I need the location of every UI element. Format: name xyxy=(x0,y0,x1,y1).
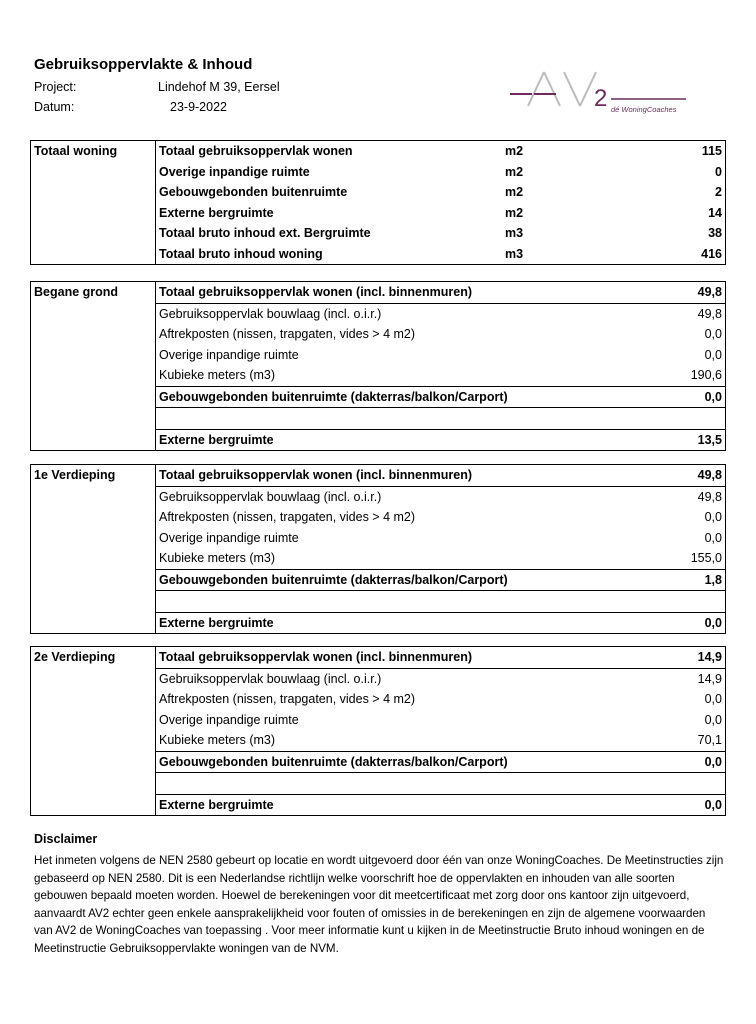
row-name: Totaal bruto inhoud woning xyxy=(156,244,503,265)
sub-row-name: Gebruiksoppervlak bouwlaag (incl. o.i.r.) xyxy=(159,306,382,321)
empty-row xyxy=(156,773,620,795)
sub-row-name: Overige inpandige ruimte xyxy=(159,530,299,545)
sub-row-name: Overige inpandige ruimte xyxy=(159,347,299,362)
project-label: Project: xyxy=(34,80,77,94)
sub-row-name: Overige inpandige ruimte xyxy=(159,712,299,727)
totaal-woning-table xyxy=(30,140,726,265)
main-row-name: Totaal gebruiksoppervlak wonen (incl. binnenmuren) xyxy=(156,465,620,487)
sub-row-value: 0,0 xyxy=(619,507,726,528)
row-unit: m2 xyxy=(505,185,524,199)
sub-row-value: 49,8 xyxy=(619,486,726,507)
row-name: Totaal gebruiksoppervlak wonen xyxy=(156,141,503,162)
date-value: 23-9-2022 xyxy=(170,100,227,114)
eerste-verdieping-table xyxy=(30,464,726,634)
sub-row-value: 0,0 xyxy=(619,345,726,366)
sub-row-name: Aftrekposten (nissen, trapgaten, vides > 4 m2) xyxy=(159,327,416,341)
storage-row-value: 13,5 xyxy=(619,429,726,451)
sub-row-name: Gebruiksoppervlak bouwlaag (incl. o.i.r.) xyxy=(159,671,382,686)
outdoor-row-value: 0,0 xyxy=(619,386,726,408)
sub-row-name: Kubieke meters (m3) xyxy=(156,548,620,569)
sub-row-value: 0,0 xyxy=(619,528,726,549)
sub-row-name: Aftrekposten (nissen, trapgaten, vides > 4 m2) xyxy=(159,692,416,706)
project-value: Lindehof M 39, Eersel xyxy=(158,80,280,94)
outdoor-row-value: 1,8 xyxy=(619,569,726,591)
av2-logo xyxy=(508,66,688,118)
storage-row-value: 0,0 xyxy=(619,612,726,634)
row-value: 115 xyxy=(588,141,726,162)
sub-row-name: Gebruiksoppervlak bouwlaag (incl. o.i.r.) xyxy=(159,489,382,504)
empty-row xyxy=(156,591,620,613)
row-unit: m2 xyxy=(505,205,524,220)
sub-row-value: 0,0 xyxy=(619,689,726,710)
storage-row-name: Externe bergruimte xyxy=(156,429,620,451)
row-value: 416 xyxy=(588,244,726,265)
sub-row-name: Kubieke meters (m3) xyxy=(156,365,620,386)
outdoor-row-value: 0,0 xyxy=(619,751,726,773)
row-unit: m2 xyxy=(502,141,588,162)
sub-row-name: Aftrekposten (nissen, trapgaten, vides > 4 m2) xyxy=(159,510,416,524)
row-name: Totaal bruto inhoud ext. Bergruimte xyxy=(159,226,371,240)
empty-cell xyxy=(619,591,726,613)
tweede-verdieping-table xyxy=(30,646,726,816)
sub-row-value: 70,1 xyxy=(619,730,726,751)
row-value: 0 xyxy=(588,162,726,183)
row-unit: m3 xyxy=(502,244,588,265)
logo-number: 2 xyxy=(594,85,608,112)
section-label: Begane grond xyxy=(31,282,156,451)
outdoor-row-name: Gebouwgebonden buitenruimte (dakterras/balkon/Carport) xyxy=(156,386,620,408)
begane-grond-table xyxy=(30,281,726,451)
row-name: Overige inpandige ruimte xyxy=(159,164,310,179)
sub-row-name: Kubieke meters (m3) xyxy=(156,730,620,751)
page-title: Gebruiksoppervlakte & Inhoud xyxy=(34,56,253,73)
disclaimer-title: Disclaimer xyxy=(34,832,98,846)
main-row-value: 14,9 xyxy=(619,647,726,669)
section-label: Totaal woning xyxy=(31,141,156,265)
storage-row-value: 0,0 xyxy=(619,794,726,816)
row-value: 14 xyxy=(588,203,726,224)
section-label: 1e Verdieping xyxy=(31,465,156,634)
row-name: Externe bergruimte xyxy=(159,205,274,220)
storage-row-name: Externe bergruimte xyxy=(156,794,620,816)
logo-tagline: dé WoningCoaches xyxy=(611,105,677,114)
disclaimer-text: Het inmeten volgens de NEN 2580 gebeurt op locatie en wordt uitgevoerd door één van onze WoningCoaches. De Meetinstructies zijn gebaseerd op NEN 2580. Dit is een Nederlandse richtlijn welke voorschrift hoe de oppervlakten en inhouden van alle soorten gebouwen bepaald moeten worden. Hoewel de berekeningen voor dit meetcertificaat met zorg door ons kantoor zijn uitgevoerd, aanvaardt AV2 echter geen enkele aansprakelijkheid voor fouten of omissies in de berekeningen en zijn de algemene voorwaarden van AV2 de WoningCoaches van toepassing . Voor meer informatie kunt u kijken in de Meetinstructie Bruto inhoud woningen en de Meetinstructie Gebruiksoppervlakte woningen van de NVM. xyxy=(34,854,724,955)
sub-row-value: 0,0 xyxy=(619,710,726,731)
row-name: Gebouwgebonden buitenruimte xyxy=(159,185,348,199)
row-value: 2 xyxy=(588,182,726,203)
sub-row-value: 155,0 xyxy=(619,548,726,569)
row-value: 38 xyxy=(588,223,726,244)
empty-row xyxy=(156,408,620,430)
row-unit: m3 xyxy=(505,226,524,240)
sub-row-value: 49,8 xyxy=(619,303,726,324)
empty-cell xyxy=(619,773,726,795)
outdoor-row-name: Gebouwgebonden buitenruimte (dakterras/balkon/Carport) xyxy=(156,569,620,591)
sub-row-value: 190,6 xyxy=(619,365,726,386)
sub-row-value: 14,9 xyxy=(619,668,726,689)
main-row-value: 49,8 xyxy=(619,465,726,487)
outdoor-row-name: Gebouwgebonden buitenruimte (dakterras/balkon/Carport) xyxy=(156,751,620,773)
empty-cell xyxy=(619,408,726,430)
sub-row-value: 0,0 xyxy=(619,324,726,345)
storage-row-name: Externe bergruimte xyxy=(156,612,620,634)
row-unit: m2 xyxy=(505,164,524,179)
date-label: Datum: xyxy=(34,100,75,114)
main-row-name: Totaal gebruiksoppervlak wonen (incl. binnenmuren) xyxy=(156,647,620,669)
section-label: 2e Verdieping xyxy=(31,647,156,816)
main-row-value: 49,8 xyxy=(619,282,726,304)
main-row-name: Totaal gebruiksoppervlak wonen (incl. binnenmuren) xyxy=(156,282,620,304)
